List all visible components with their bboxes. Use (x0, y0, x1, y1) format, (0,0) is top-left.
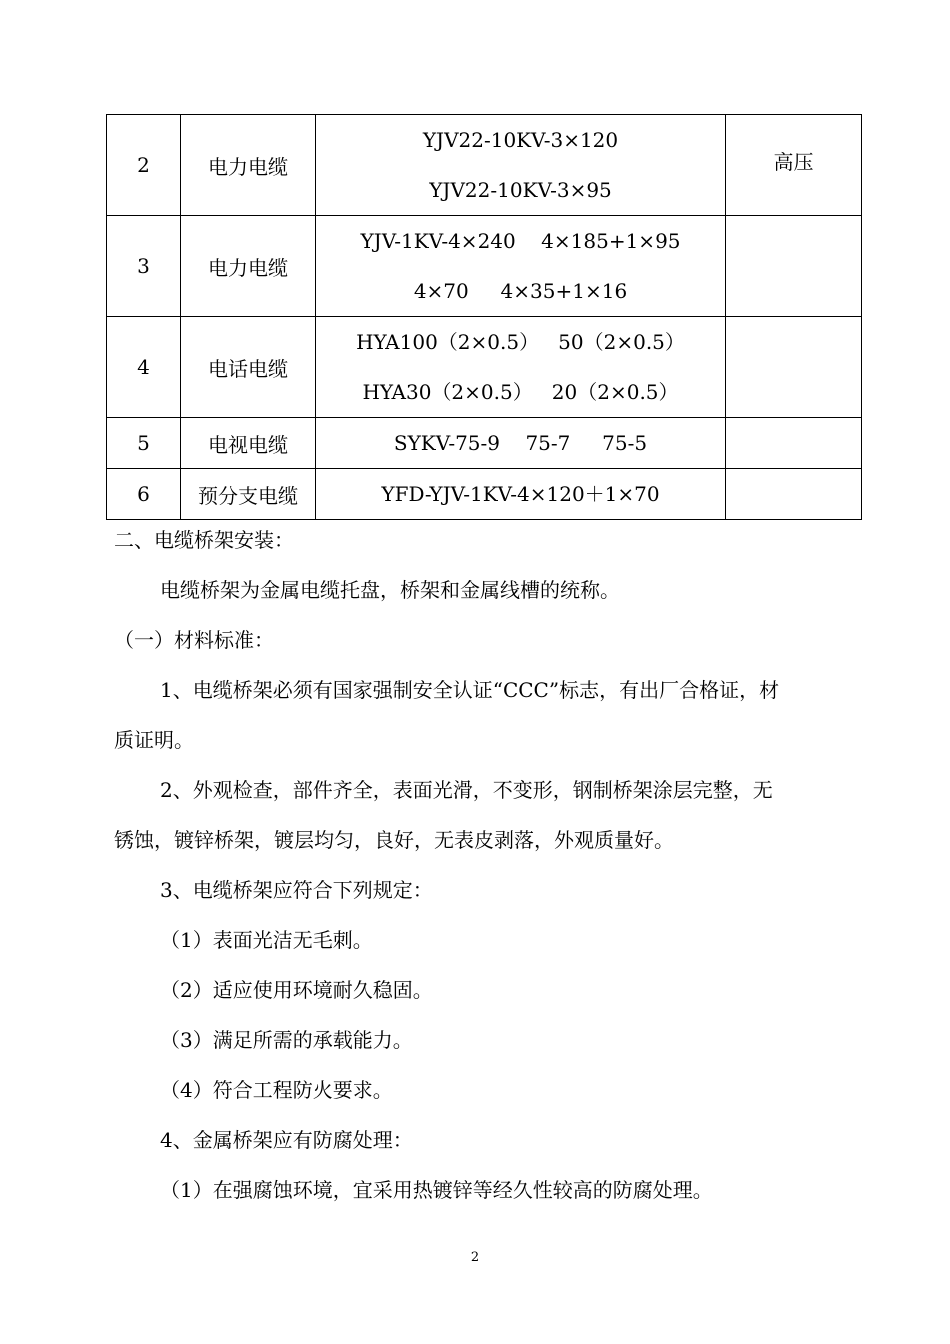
cable-note (726, 317, 862, 418)
cable-note (726, 418, 862, 469)
item-1-line-2: 质证明。 (114, 728, 194, 752)
row-number: 4 (107, 317, 181, 418)
spec-line: 4×70 4×35+1×16 (413, 279, 628, 303)
spec-line: YJV22-10KV-3×95 (429, 178, 612, 202)
cable-name: 电话电缆 (181, 317, 316, 418)
item-1-line-1: 1、电缆桥架必须有国家强制安全认证“CCC”标志，有出厂合格证，材 (160, 678, 780, 702)
table-row (107, 216, 862, 317)
cable-spec (316, 317, 726, 418)
table-row (107, 317, 862, 418)
cable-spec (316, 418, 726, 469)
item-2-line-1: 2、外观检查，部件齐全，表面光滑，不变形，钢制桥架涂层完整，无 (160, 778, 773, 802)
cable-spec (316, 115, 726, 216)
cable-name: 电力电缆 (181, 216, 316, 317)
cable-name: 预分支电缆 (181, 469, 316, 520)
sub-heading: （一）材料标准： (114, 628, 274, 652)
cable-note: 高压 (726, 115, 862, 216)
item-4: 4、金属桥架应有防腐处理： (160, 1128, 413, 1152)
spec-line: YJV-1KV-4×240 4×185+1×95 (360, 229, 681, 253)
intro-paragraph: 电缆桥架为金属电缆托盘，桥架和金属线槽的统称。 (160, 578, 620, 602)
cable-note (726, 469, 862, 520)
item-3-sub-3: （3）满足所需的承载能力。 (160, 1028, 413, 1052)
row-number: 2 (107, 115, 181, 216)
item-3: 3、电缆桥架应符合下列规定： (160, 878, 433, 902)
table-row (107, 115, 862, 216)
spec-line: YFD-YJV-1KV-4×120＋1×70 (381, 482, 660, 506)
row-number: 3 (107, 216, 181, 317)
section-heading: 二、电缆桥架安装： (114, 528, 294, 552)
item-3-sub-1: （1）表面光洁无毛刺。 (160, 928, 373, 952)
cable-spec-table (106, 114, 862, 520)
cable-name: 电视电缆 (181, 418, 316, 469)
spec-line: HYA100（2×0.5） 50（2×0.5） (356, 330, 685, 354)
item-3-sub-4: （4）符合工程防火要求。 (160, 1078, 393, 1102)
spec-line: HYA30（2×0.5） 20（2×0.5） (362, 380, 679, 404)
table-row (107, 418, 862, 469)
table-row (107, 469, 862, 520)
cable-note (726, 216, 862, 317)
spec-line: YJV22-10KV-3×120 (422, 128, 619, 152)
row-number: 6 (107, 469, 181, 520)
item-4-sub-1: （1）在强腐蚀环境，宜采用热镀锌等经久性较高的防腐处理。 (160, 1178, 713, 1202)
item-3-sub-2: （2）适应使用环境耐久稳固。 (160, 978, 433, 1002)
page-number: 2 (470, 1250, 480, 1265)
spec-line: SYKV-75-9 75-7 75-5 (393, 431, 648, 455)
row-number: 5 (107, 418, 181, 469)
item-2-line-2: 锈蚀，镀锌桥架，镀层均匀，良好，无表皮剥落，外观质量好。 (114, 828, 674, 852)
cable-spec (316, 216, 726, 317)
cable-spec (316, 469, 726, 520)
cable-name: 电力电缆 (181, 115, 316, 216)
